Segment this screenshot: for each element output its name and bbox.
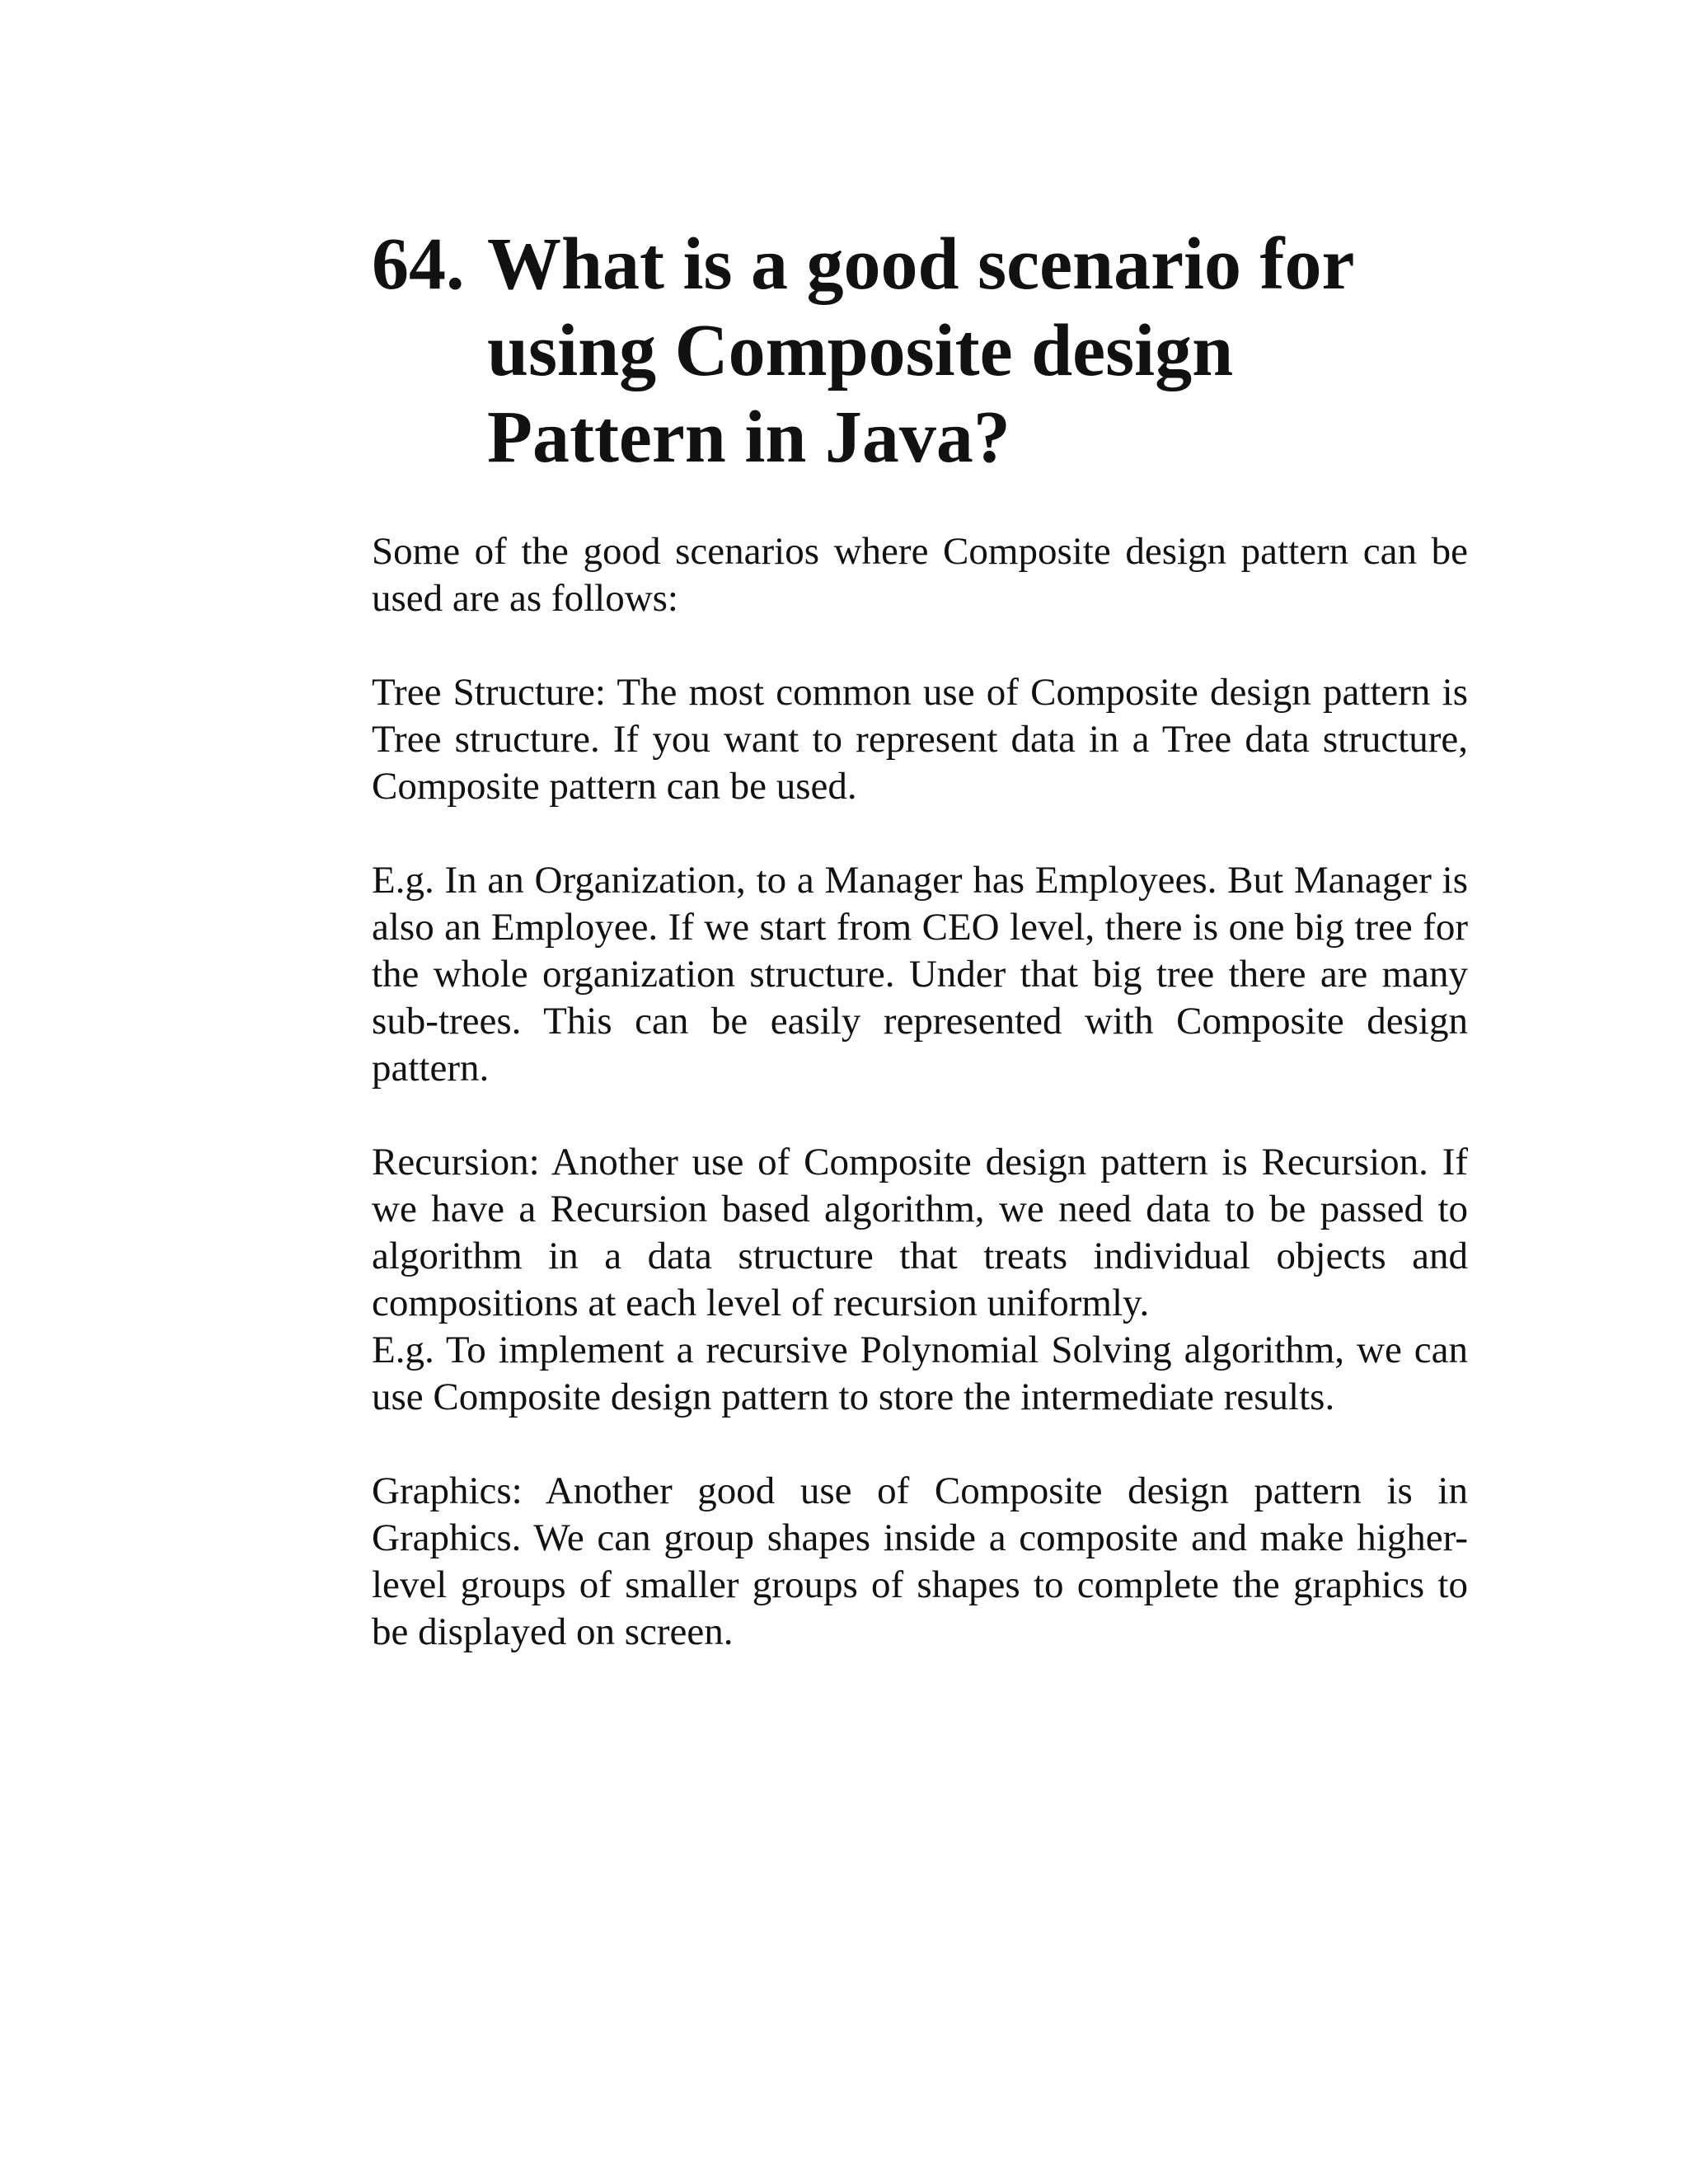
tree-structure-paragraph: Tree Structure: The most common use of Composite design pattern is Tree structure. If you want to represent data in a Tree data structure, Composite pattern can be used. (372, 671, 1468, 808)
page-content (372, 221, 1468, 1656)
answer-body (372, 528, 1468, 1656)
graphics-paragraph: Graphics: Another good use of Composite design pattern is in Graphics. We can group shapes inside a composite and make higher-level groups of smaller groups of shapes to complete the graphics to be displayed on screen. (372, 1469, 1468, 1653)
question-title: What is a good scenario for using Composite design Pattern in Java? (487, 223, 1353, 478)
organization-example-paragraph: E.g. In an Organization, to a Manager has Employees. But Manager is also an Employee. If we start from CEO level, there is one big tree for the whole organization structure. Under that big tree there are many sub-trees. This can be easily represented with Composite design pattern. (372, 859, 1468, 1090)
polynomial-example-paragraph: E.g. To implement a recursive Polynomial Solving algorithm, we can use Composite design pattern to store the intermediate results. (372, 1329, 1468, 1418)
question-number: 64. (372, 223, 465, 305)
question-heading (372, 221, 1468, 480)
recursion-paragraph: Recursion: Another use of Composite design pattern is Recursion. If we have a Recursion based algorithm, we need data to be passed to algorithm in a data structure that treats individual objects and compositions at each level of recursion uniformly. (372, 1141, 1468, 1324)
intro-paragraph: Some of the good scenarios where Composite design pattern can be used are as follows: (372, 530, 1468, 620)
